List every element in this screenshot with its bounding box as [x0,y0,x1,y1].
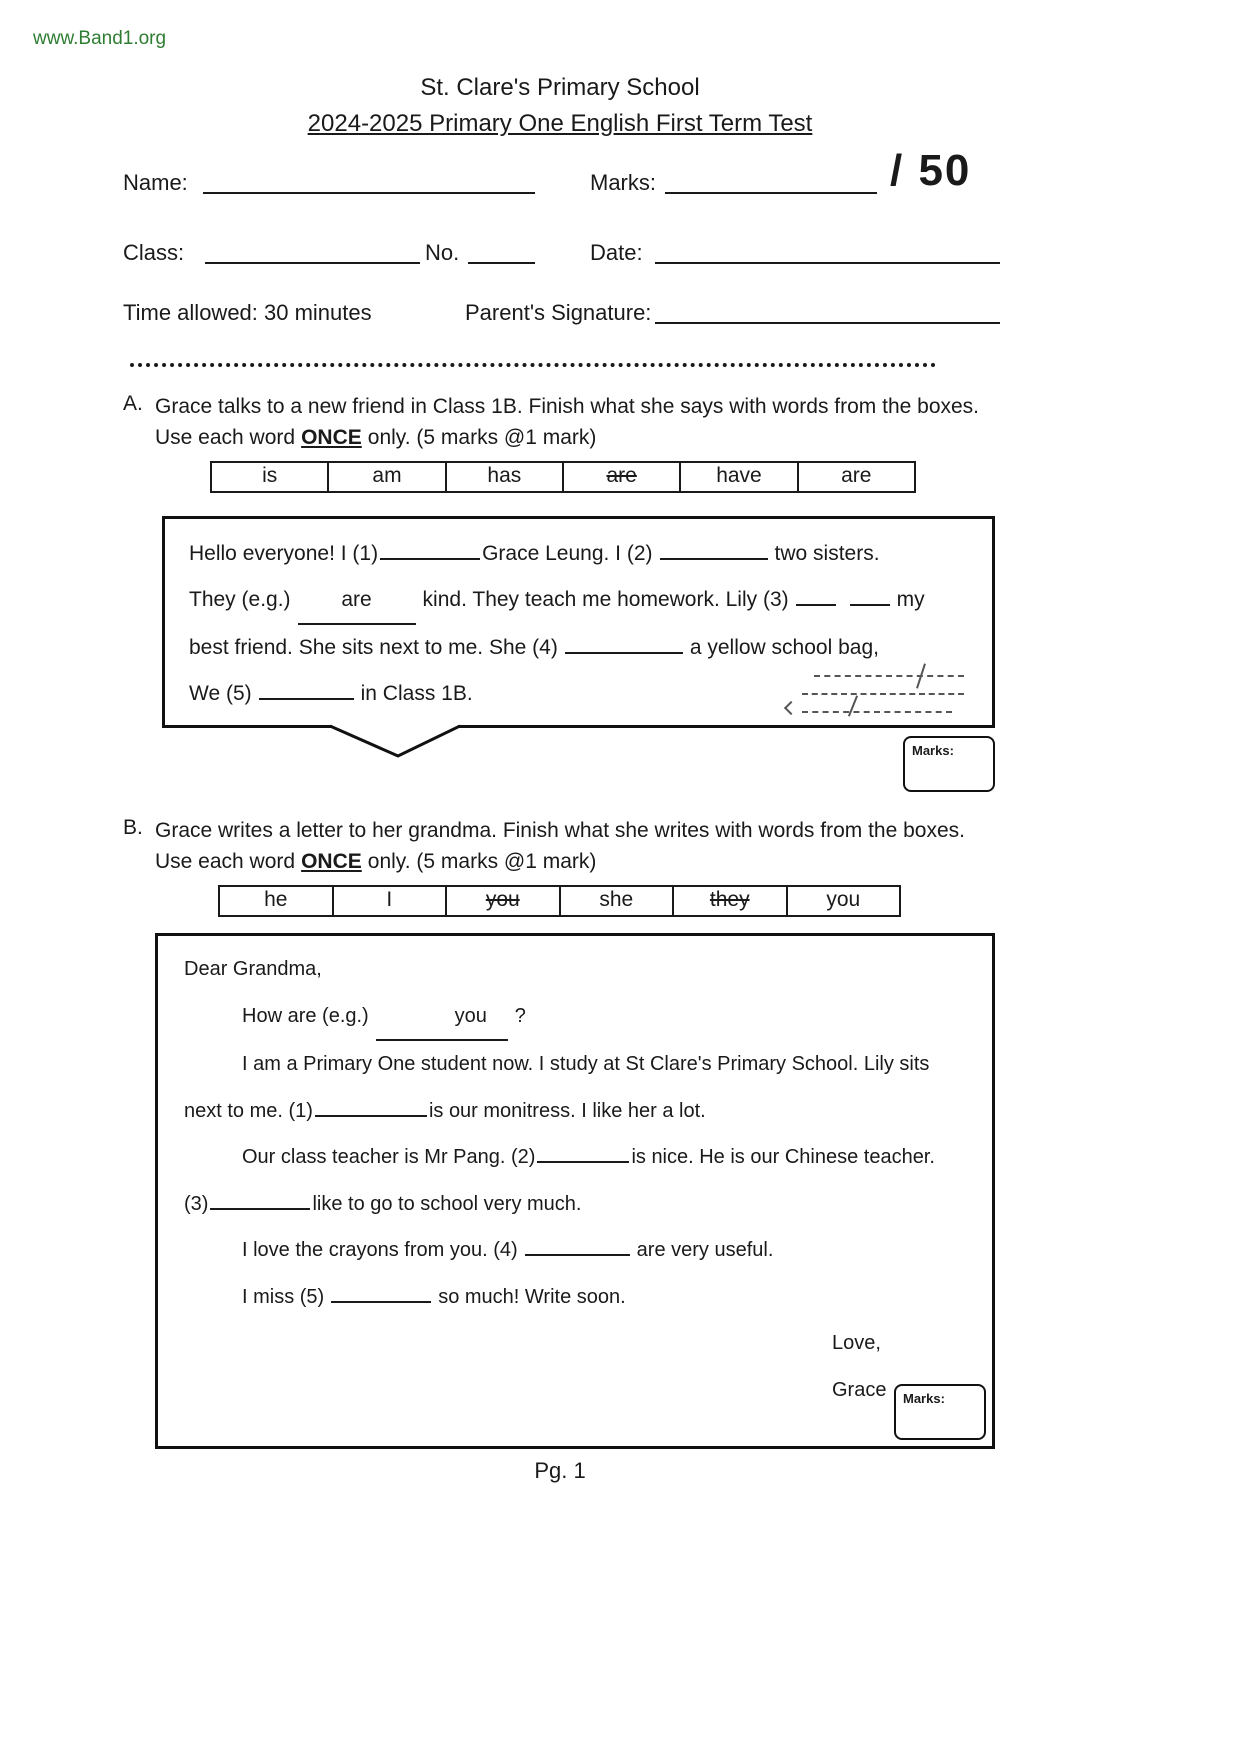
once-emphasis: ONCE [301,850,362,873]
passage-text: my [896,588,925,611]
letter-text: Our class teacher is Mr Pang. (2) [242,1146,536,1168]
letter-text: so much! Write soon. [438,1285,626,1308]
answer-blank-5 [259,676,354,700]
letter-signature: Grace [832,1378,887,1401]
letter-box [155,933,995,1449]
letter-text: I love the crayons from you. (4) [242,1239,518,1261]
marks-label: Marks: [590,170,656,195]
date-field-line [655,238,1000,264]
answer-blank-4 [565,630,683,654]
passage-text: kind. They teach me homework. Lily (3) [422,588,789,611]
word-option: I [332,887,446,915]
section-a-instruction-1: Grace talks to a new friend in Class 1B. Finish what she says with words from the boxes. [155,395,980,418]
answer-blank-4 [525,1233,630,1256]
no-label: No. [425,240,460,265]
name-label: Name: [123,170,188,195]
parent-signature-label: Parent's Signature: [465,300,652,325]
marks-box-a [903,736,995,792]
speech-bubble-tail [330,722,460,758]
speech-bubble [162,516,995,728]
answer-blank-5 [331,1280,431,1303]
letter-line: I am a Primary One student now. I study at St Clare's Primary School. Lily sits [242,1053,930,1075]
word-option: am [327,463,444,491]
letter-text: (3) [184,1192,209,1215]
instruction-text: Use each word [155,850,296,873]
school-name: St. Clare's Primary School [420,74,700,101]
parent-signature-line [655,298,1000,324]
no-field-line [468,238,535,264]
passage-text: Hello everyone! I (1) [189,542,379,565]
word-option: he [264,888,288,911]
section-a-label: A. [123,392,143,415]
marks-box-label: Marks: [912,743,954,758]
answer-blank-3a [796,582,836,606]
letter-line [184,1274,966,1321]
marks-box-label: Marks: [903,1391,945,1406]
word-option: she [559,887,673,915]
answer-blank-2 [537,1140,629,1163]
instruction-text: only. (5 marks @1 mark) [367,850,597,873]
word-option: is [262,464,278,487]
class-label: Class: [123,240,185,265]
section-b-label: B. [123,816,143,839]
letter-text: ? [514,1004,526,1027]
letter-closing: Love, [832,1332,881,1354]
passage-text: They (e.g.) [189,588,291,611]
word-option: they [672,887,786,915]
dotted-separator [130,363,936,367]
answer-blank-3b [850,582,890,606]
instruction-text: Use each word [155,426,296,449]
word-option: you [786,887,900,915]
handwriting-marks [802,659,964,713]
word-option: you [445,887,559,915]
page-number: Pg. 1 [534,1458,586,1483]
section-a-instruction-2 [155,423,596,453]
passage-text: best friend. She sits next to me. She (4) [189,636,558,659]
section-b-word-box [218,885,901,917]
date-label: Date: [590,240,643,265]
letter-text: is nice. He is our Chinese teacher. [631,1146,935,1168]
letter-line [184,1227,966,1274]
letter-text: are very useful. [636,1239,774,1261]
letter-text: is our monitress. I like her a lot. [428,1099,706,1122]
passage-text: a yellow school bag, [689,636,879,659]
word-option: are [797,463,914,491]
section-b-instruction-1: Grace writes a letter to her grandma. Finish what she writes with words from the boxes. [155,819,965,842]
passage-line [189,577,968,625]
letter-text: How are (e.g.) [242,1004,369,1027]
passage-text: We (5) [189,682,252,705]
word-option: have [679,463,796,491]
scribble-line [802,677,964,695]
letter-text: like to go to school very much. [312,1192,582,1215]
passage-line [189,531,968,577]
test-title: 2024-2025 Primary One English First Term Test [307,110,813,137]
example-answer-blank: you [376,993,508,1042]
letter-line [184,1181,966,1228]
time-allowed-label: Time allowed: 30 minutes [123,300,372,325]
letter-line [184,993,966,1042]
watermark: www.Band1.org [33,28,167,49]
marks-total: / 50 [890,146,972,195]
letter-text: I miss (5) [242,1285,325,1308]
word-option: has [445,463,562,491]
name-field-line [203,168,535,194]
marks-box-b [894,1384,986,1440]
section-b-instruction-2 [155,847,596,877]
once-emphasis: ONCE [301,426,362,449]
class-field-line [205,238,420,264]
instruction-text: only. (5 marks @1 mark) [367,426,597,449]
passage-text: in Class 1B. [360,682,473,705]
word-option: are [562,463,679,491]
passage-text: Grace Leung. I (2) [482,542,653,565]
marks-field-line [665,168,877,194]
answer-blank-1 [380,536,480,560]
example-answer-blank: are [298,577,416,625]
letter-line [184,1088,966,1135]
answer-blank-1 [315,1094,427,1117]
letter-text: next to me. (1) [184,1099,313,1122]
section-a-word-box [210,461,916,493]
letter-salutation: Dear Grandma, [184,958,322,980]
scribble-line [802,695,952,713]
scribble-line [814,659,964,677]
letter-line [184,1134,966,1181]
answer-blank-3 [210,1187,310,1210]
answer-blank-2 [660,536,768,560]
passage-text: two sisters. [774,542,880,565]
